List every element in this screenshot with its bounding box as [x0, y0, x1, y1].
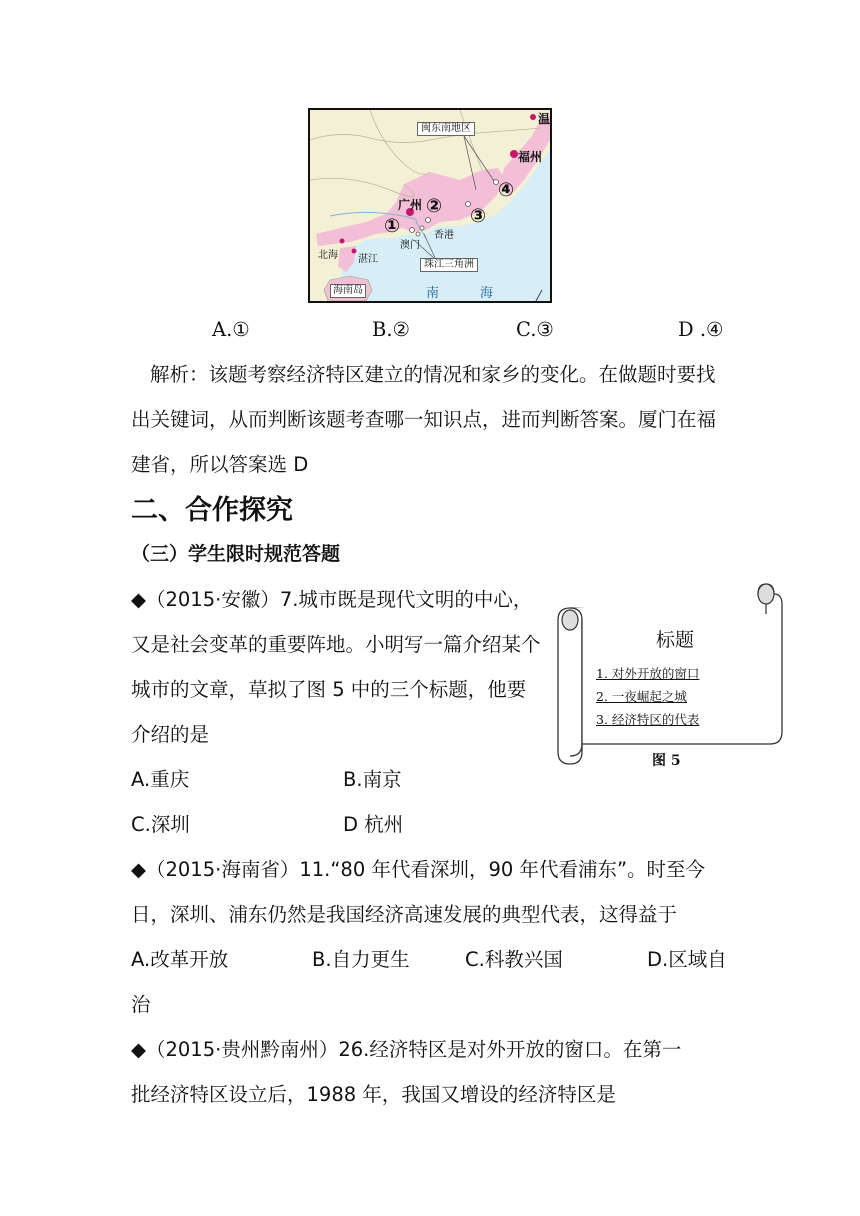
map-label-hai: 海	[480, 286, 494, 301]
section-title-timed-answers: （三）学生限时规范答题	[131, 543, 341, 565]
map-label-hongkong: 香港	[434, 230, 454, 241]
map-label-fuzhou: 福州	[518, 150, 543, 164]
q11-option-a: A.改革开放	[131, 948, 229, 971]
figure-5-item-3: 3. 经济特区的代表	[596, 712, 700, 727]
q7-line-2: 又是社会变革的重要阵地。小明写一篇介绍某个	[131, 633, 541, 656]
analysis-line-2: 出关键词，从而判断该题考查哪一知识点，进而判断答案。厦门在福	[131, 408, 717, 431]
figure-5-scroll	[556, 580, 786, 770]
map-label-zhanjiang: 湛江	[358, 254, 378, 265]
q7-option-d: D 杭州	[343, 813, 404, 836]
q11-option-d: D.区域自	[647, 948, 727, 971]
map-label-zhujiang-text: 珠江三角洲	[424, 259, 474, 270]
map-label-macau: 澳门	[400, 240, 420, 251]
map-label-guangzhou: 广州	[398, 198, 423, 212]
q7-option-a: A.重庆	[131, 768, 190, 791]
map-label-beihai: 北海	[318, 250, 338, 261]
map-label-nan: 南	[426, 286, 440, 301]
q7-line-4: 介绍的是	[131, 723, 210, 746]
q7-option-c: C.深圳	[131, 813, 190, 836]
map-marker-3: ③	[470, 205, 487, 227]
map-option-c: C.③	[516, 318, 554, 341]
section-title-cooperative: 二、合作探究	[131, 495, 293, 526]
q11-option-c: C.科教兴国	[465, 948, 563, 971]
map-label-mindongnan-text: 闽东南地区	[421, 123, 471, 134]
q11-option-b: B.自力更生	[312, 948, 410, 971]
figure-5-item-1: 1. 对外开放的窗口	[596, 666, 700, 681]
south-china-map	[308, 108, 552, 303]
map-label-wen: 温	[538, 112, 551, 126]
map-marker-4: ④	[498, 179, 515, 201]
map-label-zhujiang	[420, 258, 478, 272]
q11-line-1: ◆（2015·海南省）11.“80 年代看深圳，90 年代看浦东”。时至今	[131, 858, 706, 881]
q11-option-d-continued: 治	[131, 993, 151, 1016]
q7-line-3: 城市的文章，草拟了图 5 中的三个标题，他要	[131, 678, 527, 701]
figure-5-caption: 图 5	[652, 753, 681, 769]
map-option-b: B.②	[372, 318, 411, 341]
figure-5-item-2: 2. 一夜崛起之城	[596, 689, 687, 704]
map-label-hainan-text: 海南岛	[333, 285, 363, 296]
q11-line-2: 日，深圳、浦东仍然是我国经济高速发展的典型代表，这得益于	[131, 903, 678, 926]
analysis-line-1: 解析：该题考察经济特区建立的情况和家乡的变化。在做题时要找	[150, 363, 716, 386]
map-option-d: D .④	[678, 318, 724, 341]
q7-line-1: ◆（2015·安徽）7.城市既是现代文明的中心，	[131, 588, 533, 611]
map-marker-2: ②	[426, 195, 443, 217]
q26-line-2: 批经济特区设立后，1988 年，我国又增设的经济特区是	[131, 1083, 616, 1106]
figure-5-heading: 标题	[656, 629, 695, 651]
map-label-mindongnan	[417, 122, 475, 136]
q26-line-1: ◆（2015·贵州黔南州）26.经济特区是对外开放的窗口。在第一	[131, 1038, 682, 1061]
analysis-line-3: 建省，所以答案选 D	[131, 453, 309, 476]
map-option-a: A.①	[212, 318, 250, 341]
q7-option-b: B.南京	[343, 768, 402, 791]
map-label-hainan	[330, 284, 366, 298]
map-marker-1: ①	[384, 215, 401, 237]
